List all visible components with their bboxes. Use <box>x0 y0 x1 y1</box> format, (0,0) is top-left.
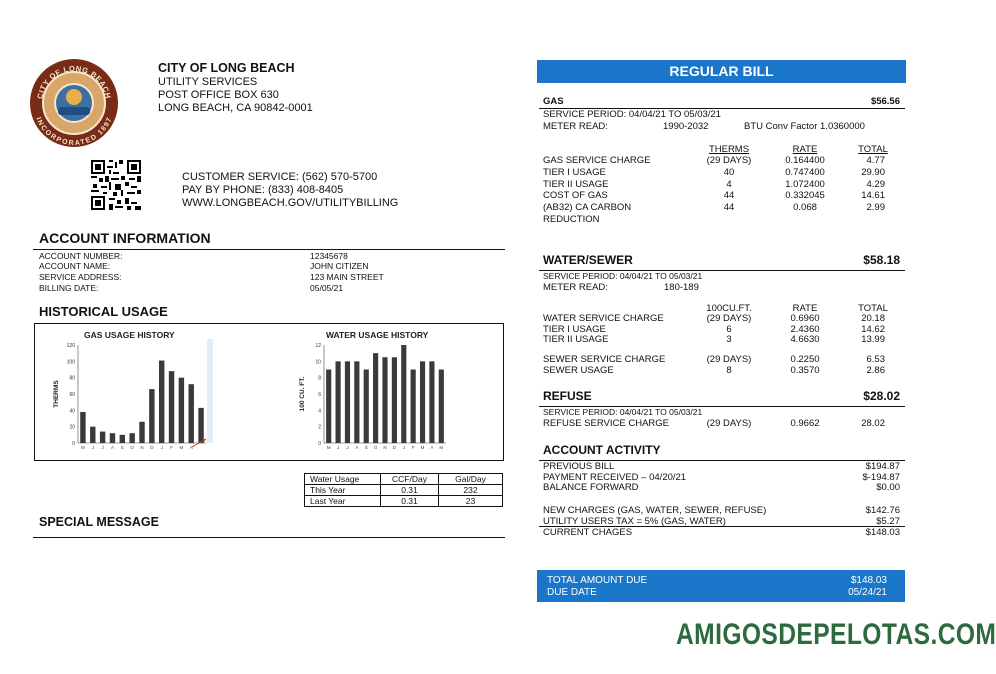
website-link[interactable]: WWW.LONGBEACH.GOV/UTILITYBILLING <box>182 197 399 209</box>
y-tick-label: 120 <box>66 343 75 349</box>
bar <box>392 357 397 443</box>
total-due-label: TOTAL AMOUNT DUE <box>547 575 648 586</box>
gas-line-rate: 1.072400 <box>785 178 825 190</box>
bar <box>159 361 164 443</box>
water-line-label: TIER II USAGE <box>543 334 609 345</box>
activity-label: CURRENT CHAGES <box>543 526 633 538</box>
table-cell: 232 <box>439 485 503 496</box>
water-line-qty: 6 <box>726 323 732 335</box>
gas-col-therms: THERMS <box>708 144 750 155</box>
account-name-value: JOHN CITIZEN <box>310 261 369 271</box>
highlight-band <box>207 339 213 443</box>
activity-label: NEW CHARGES (GAS, WATER, SEWER, REFUSE) <box>543 505 767 516</box>
table-header-cell: Water Usage <box>305 474 381 485</box>
account-info-rule <box>33 249 505 250</box>
table-row <box>305 496 503 507</box>
x-tick-label: D <box>150 445 154 450</box>
y-tick-label: 0 <box>72 441 75 447</box>
water-line-label: WATER SERVICE CHARGE <box>543 313 664 324</box>
activity-value: $-194.87 <box>862 471 900 483</box>
activity-value: $0.00 <box>876 482 900 493</box>
x-tick-label: M <box>326 445 331 450</box>
table-header-cell: Gal/Day <box>439 474 503 485</box>
x-tick-label: J <box>336 445 340 450</box>
gas-line-qty: 4 <box>726 178 732 190</box>
x-tick-label: O <box>130 445 134 450</box>
gas-chart-title: GAS USAGE HISTORY <box>84 330 175 340</box>
gas-line-qty: 44 <box>723 190 735 202</box>
y-axis-label: THERMS <box>53 380 60 408</box>
sewer-line-rate: 0.2250 <box>790 354 820 365</box>
gas-line-label: COST OF GAS <box>543 190 608 202</box>
table-row <box>305 474 503 485</box>
header-line-3: LONG BEACH, CA 90842-0001 <box>158 102 313 114</box>
gas-line-rate: 0.747400 <box>785 166 825 178</box>
bar <box>439 370 444 444</box>
table-cell: 0.31 <box>381 485 439 496</box>
x-tick-label: F <box>411 445 415 450</box>
water-total: $58.18 <box>863 253 900 267</box>
table-row <box>305 485 503 496</box>
due-date-label: DUE DATE <box>547 587 597 598</box>
activity-value: $194.87 <box>865 461 900 472</box>
refuse-charge-label: REFUSE SERVICE CHARGE <box>543 418 669 429</box>
bar <box>411 370 416 444</box>
y-tick-label: 0 <box>318 441 321 447</box>
billing-date-label: BILLING DATE: <box>39 283 99 293</box>
site-watermark: AMIGOSDEPELOTAS.COM <box>676 618 996 651</box>
x-tick-label: J <box>346 445 349 450</box>
refuse-charge-qty: (29 DAYS) <box>706 418 752 429</box>
gas-btu-factor: BTU Conv Factor 1.0360000 <box>744 121 865 132</box>
gas-line-rate: 0.068 <box>793 202 817 214</box>
x-tick-label: A <box>355 445 359 450</box>
x-tick-label: J <box>160 445 163 450</box>
y-tick-label: 12 <box>315 343 321 349</box>
water-line-rate: 4.6630 <box>790 334 820 345</box>
total-due-box <box>537 570 905 602</box>
sewer-line-qty: 8 <box>726 365 732 376</box>
bar <box>149 389 154 443</box>
seal-top-text: CITY OF LONG BEACH <box>35 63 113 100</box>
gas-line-rate: 0.332045 <box>785 190 825 202</box>
refuse-total: $28.02 <box>863 389 900 403</box>
water-service-period: SERVICE PERIOD: 04/04/21 TO 05/03/21 <box>543 271 703 281</box>
gas-line-label: TIER II USAGE <box>543 178 609 190</box>
header-line-2: POST OFFICE BOX 630 <box>158 89 279 101</box>
bar <box>139 422 144 443</box>
bar <box>345 361 350 443</box>
x-tick-label: N <box>383 445 387 450</box>
water-meter-value: 180-189 <box>664 282 699 293</box>
bar <box>401 345 406 443</box>
account-info-title: ACCOUNT INFORMATION <box>39 230 211 246</box>
bar <box>335 361 340 443</box>
activity-label: UTILITY USERS TAX = 5% (GAS, WATER) <box>543 515 726 527</box>
water-col-rate: RATE <box>792 303 818 314</box>
svg-text:CITY OF LONG BEACH <box>35 64 113 100</box>
x-tick-label: S <box>120 445 124 450</box>
x-tick-label: M <box>81 445 85 450</box>
activity-label: BALANCE FORWARD <box>543 482 639 493</box>
bar <box>364 370 369 444</box>
table-cell: This Year <box>305 485 381 496</box>
gas-service-period: SERVICE PERIOD: 04/04/21 TO 05/03/21 <box>543 109 721 120</box>
sewer-line-rate: 0.3570 <box>790 365 820 376</box>
gas-meter-label: METER READ: <box>543 121 608 132</box>
y-tick-label: 20 <box>69 424 75 431</box>
water-col-total: TOTAL <box>858 303 888 314</box>
refuse-charge-total: 28.02 <box>861 418 885 429</box>
y-tick-label: 8 <box>318 375 321 382</box>
refuse-service-period: SERVICE PERIOD: 04/04/21 TO 05/03/21 <box>543 407 703 417</box>
x-tick-label: M <box>420 445 425 450</box>
gas-meter-value: 1990-2032 <box>663 121 709 132</box>
water-line-qty: (29 DAYS) <box>706 313 752 324</box>
bar <box>169 371 174 443</box>
gas-line-label: TIER I USAGE <box>543 166 606 178</box>
bar <box>129 433 134 443</box>
y-tick-label: 80 <box>69 375 75 382</box>
water-usage-chart <box>294 340 454 455</box>
bar <box>120 435 125 443</box>
x-tick-label: S <box>364 445 368 450</box>
refuse-charge-rate: 0.9662 <box>790 418 820 429</box>
activity-value: $148.03 <box>865 526 900 538</box>
gas-line-qty: 40 <box>723 166 735 178</box>
water-section-title: WATER/SEWER <box>543 253 633 267</box>
total-due-value: $148.03 <box>850 575 887 586</box>
activity-value: $142.76 <box>865 505 900 516</box>
x-tick-label: M <box>439 445 444 450</box>
water-line-qty: 3 <box>726 334 732 345</box>
x-tick-label: M <box>179 445 184 450</box>
gas-line-total: 2.99 <box>866 202 885 214</box>
gas-line-total: 4.77 <box>866 155 885 166</box>
table-cell: 0.31 <box>381 496 439 507</box>
y-tick-label: 60 <box>69 392 75 398</box>
gas-line-total: 4.29 <box>866 178 885 190</box>
y-axis-label: 100 CU. FT. <box>299 376 306 412</box>
billing-date-value: 05/05/21 <box>310 283 344 293</box>
table-cell: 23 <box>439 496 503 507</box>
account-name-label: ACCOUNT NAME: <box>39 261 111 271</box>
account-number-value: 12345678 <box>310 251 348 261</box>
due-date-value: 05/24/21 <box>848 587 887 598</box>
gas-line-rate: 0.164400 <box>785 155 825 166</box>
svg-text:INCORPORATED 1897 <box>34 116 113 147</box>
pay-by-phone: PAY BY PHONE: (833) 408-8405 <box>182 184 344 196</box>
activity-value: $5.27 <box>876 515 900 527</box>
service-address-value: 123 MAIN STREET <box>310 272 384 282</box>
account-number-label: ACCOUNT NUMBER: <box>39 251 123 261</box>
water-col-qty: 100CU.FT. <box>706 303 752 314</box>
bar <box>420 361 425 443</box>
service-address-label: SERVICE ADDRESS: <box>39 272 122 282</box>
bar <box>198 408 203 443</box>
special-message-title: SPECIAL MESSAGE <box>39 515 159 529</box>
bar <box>100 432 105 443</box>
bar <box>179 378 184 443</box>
regular-bill-banner: REGULAR BILL <box>537 60 906 83</box>
activity-subtotal-rule <box>539 526 905 527</box>
y-tick-label: 100 <box>66 359 75 366</box>
bar <box>382 357 387 443</box>
bar <box>354 361 359 443</box>
x-tick-label: J <box>402 445 405 450</box>
sewer-line-qty: (29 DAYS) <box>706 354 752 365</box>
gas-reduction-label: REDUCTION <box>543 214 600 225</box>
y-tick-label: 2 <box>318 424 321 431</box>
y-tick-label: 10 <box>315 359 321 366</box>
bar <box>326 370 331 444</box>
water-chart-title: WATER USAGE HISTORY <box>326 330 429 340</box>
gas-line-label: GAS SERVICE CHARGE <box>543 155 651 166</box>
qr-code <box>91 160 141 210</box>
x-tick-label: D <box>392 445 397 450</box>
header-line-1: UTILITY SERVICES <box>158 76 258 88</box>
historical-usage-title: HISTORICAL USAGE <box>39 304 168 319</box>
gas-line-total: 29.90 <box>861 166 885 178</box>
refuse-section-title: REFUSE <box>543 389 592 403</box>
gas-usage-chart <box>48 340 218 455</box>
water-usage-table <box>304 473 503 507</box>
x-tick-label: J <box>91 445 94 450</box>
sewer-line-label: SEWER USAGE <box>543 365 614 376</box>
gas-section-title: GAS <box>543 96 564 107</box>
bar <box>189 384 194 443</box>
account-activity-title: ACCOUNT ACTIVITY <box>543 443 661 457</box>
x-tick-label: A <box>110 445 114 450</box>
bar <box>90 427 95 443</box>
water-line-total: 13.99 <box>861 334 885 345</box>
gas-col-total: TOTAL <box>858 144 888 155</box>
water-line-total: 14.62 <box>861 323 885 335</box>
table-header-cell: CCF/Day <box>381 474 439 485</box>
x-tick-label: F <box>170 445 173 450</box>
gas-line-label: (AB32) CA CARBON <box>543 202 632 214</box>
bar <box>110 433 115 443</box>
activity-label: PREVIOUS BILL <box>543 461 615 472</box>
sewer-line-total: 2.86 <box>866 365 885 376</box>
city-seal-logo <box>30 59 118 147</box>
y-tick-label: 6 <box>318 392 321 398</box>
table-cell: Last Year <box>305 496 381 507</box>
bar <box>429 361 434 443</box>
x-tick-label: O <box>373 445 378 450</box>
x-tick-label: J <box>101 445 104 450</box>
x-tick-label: A <box>189 445 193 450</box>
sewer-line-total: 6.53 <box>866 354 885 365</box>
water-meter-label: METER READ: <box>543 282 608 293</box>
water-line-label: TIER I USAGE <box>543 323 606 335</box>
gas-col-rate: RATE <box>792 144 818 155</box>
y-tick-label: 4 <box>318 408 321 415</box>
activity-label: PAYMENT RECEIVED – 04/20/21 <box>543 471 687 483</box>
x-tick-label: N <box>140 445 144 450</box>
gas-line-qty: (29 DAYS) <box>706 155 752 166</box>
special-message-rule <box>33 537 505 538</box>
water-line-total: 20.18 <box>861 313 885 324</box>
sewer-line-label: SEWER SERVICE CHARGE <box>543 354 666 365</box>
city-name-title: CITY OF LONG BEACH <box>158 61 295 75</box>
bar <box>80 412 85 443</box>
water-line-rate: 0.6960 <box>790 313 820 324</box>
seal-bottom-text: INCORPORATED 1897 <box>34 116 114 147</box>
x-tick-label: A <box>430 445 434 450</box>
y-tick-label: 40 <box>69 408 75 415</box>
bar <box>373 353 378 443</box>
gas-line-qty: 44 <box>723 202 735 214</box>
water-line-rate: 2.4360 <box>790 323 820 335</box>
gas-line-total: 14.61 <box>861 190 885 202</box>
gas-total: $56.56 <box>870 96 900 107</box>
customer-service-phone: CUSTOMER SERVICE: (562) 570-5700 <box>182 171 378 183</box>
